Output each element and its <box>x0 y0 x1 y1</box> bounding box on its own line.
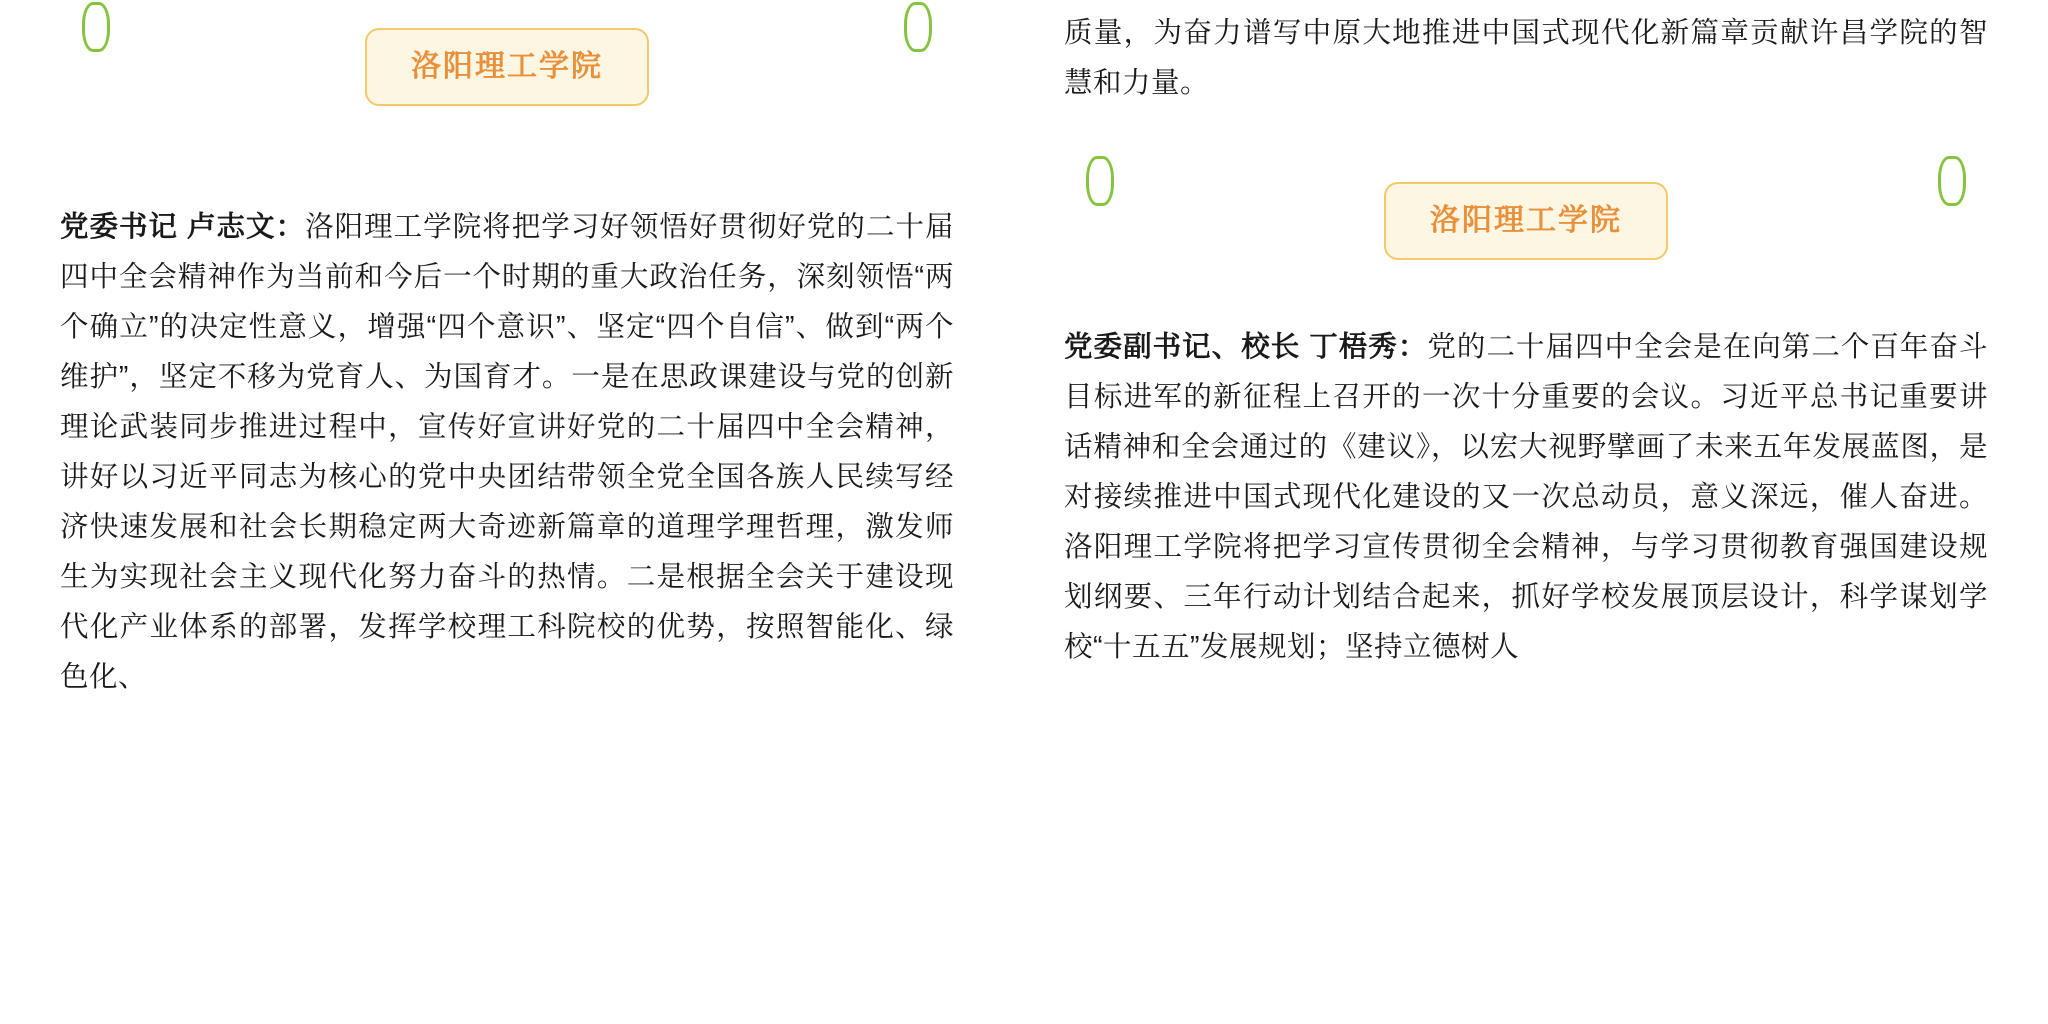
left-paragraph-lead: 党委书记 卢志文： <box>60 211 306 243</box>
school-tag-right <box>1064 182 1988 260</box>
left-paragraph <box>60 202 954 702</box>
school-tag-right-label: 洛阳理工学院 <box>1384 182 1668 260</box>
left-paragraph-body: 洛阳理工学院将把学习好领悟好贯彻好党的二十届四中全会精神作为当前和今后一个时期的重大政治任务，深刻领悟“两个确立”的决定性意义，增强“四个意识”、坚定“四个自信”、做到“两个维护”，坚定不移为党育人、为国育才。一是在思政课建设与党的创新理论武装同步推进过程中，宣传好宣讲好党的二十届四中全会精神，讲好以习近平同志为核心的党中央团结带领全党全国各族人民续写经济快速发展和社会长期稳定两大奇迹新篇章的道理学理哲理，激发师生为实现社会主义现代化努力奋斗的热情。二是根据全会关于建设现代化产业体系的部署，发挥学校理工科院校的优势，按照智能化、绿色化、 <box>60 211 954 693</box>
right-paragraph <box>1064 322 1988 672</box>
right-column <box>1024 0 2048 1024</box>
right-continuation-paragraph: 质量，为奋力谱写中原大地推进中国式现代化新篇章贡献许昌学院的智慧和力量。 <box>1064 17 1988 99</box>
school-tag-left <box>60 28 954 106</box>
right-paragraph-body: 党的二十届四中全会是在向第二个百年奋斗目标进军的新征程上召开的一次十分重要的会议。习近平总书记重要讲话精神和全会通过的《建议》，以宏大视野擘画了未来五年发展蓝图，是对接续推进中国式现代化建设的又一次总动员，意义深远，催人奋进。洛阳理工学院将把学习宣传贯彻全会精神，与学习贯彻教育强国建设规划纲要、三年行动计划结合起来，抓好学校发展顶层设计，科学谋划学校“十五五”发展规划；坚持立德树人 <box>1064 331 1988 663</box>
school-tag-left-label: 洛阳理工学院 <box>365 28 649 106</box>
right-paragraph-lead: 党委副书记、校长 丁梧秀： <box>1064 331 1428 363</box>
